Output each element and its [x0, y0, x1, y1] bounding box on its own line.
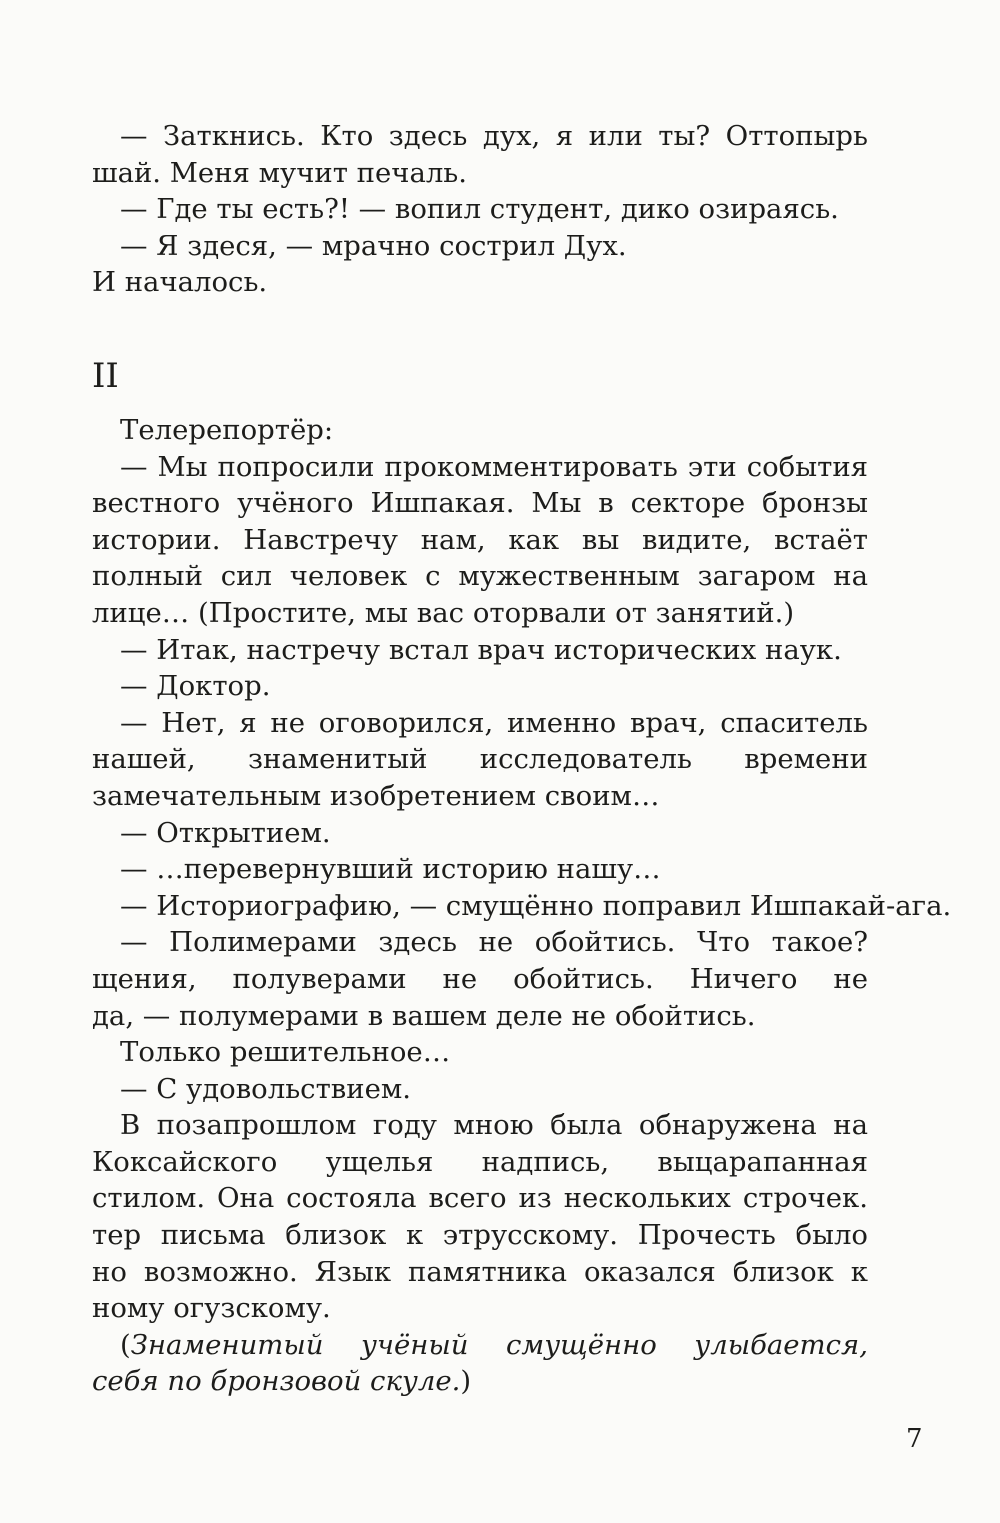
text-line: — Полимерами здесь не обойтись. Что такое? — [120, 926, 868, 959]
text-line: да, — полумерами в вашем деле не обойтись. — [92, 999, 756, 1032]
text-line: — Доктор. — [120, 670, 271, 703]
text-line: — Итак, настречу встал врач исторических наук. — [120, 633, 842, 666]
text-line: замечательным изобретением своим… — [92, 779, 660, 812]
stage-direction-text: себя по бронзовой скуле. — [92, 1365, 461, 1398]
stage-direction-text: Знаменитый учёный смущённо улыбается, — [130, 1328, 868, 1361]
text-line: — Я здеся, — мрачно сострил Дух. — [120, 229, 627, 262]
text-line: нашей, знаменитый исследователь времени — [92, 743, 868, 776]
main-text-block — [92, 412, 952, 1400]
text-line: И началось. — [92, 266, 268, 299]
text-line: — Заткнись. Кто здесь дух, я или ты? Оттопырь — [120, 120, 868, 152]
section-heading: II — [92, 356, 119, 396]
text-line: щения, полуверами не обойтись. Ничего не — [92, 962, 868, 995]
text-line: лице… (Простите, мы вас оторвали от занятий.) — [92, 596, 795, 629]
text-line: вестного учёного Ишпакая. Мы в секторе бронзы — [92, 487, 868, 520]
text-line: Коксайского ущелья надпись, выцарапанная — [92, 1145, 868, 1178]
text-line: шай. Меня мучит печаль. — [92, 156, 468, 189]
text-line: ному огузскому. — [92, 1292, 331, 1325]
text-line: — Нет, я не оговорился, именно врач, спаситель — [120, 706, 868, 739]
stage-direction-line — [92, 1327, 868, 1364]
page-number: 7 — [906, 1424, 923, 1454]
open-paren: ( — [120, 1328, 131, 1361]
close-paren: ) — [460, 1365, 472, 1398]
text-line: — Где ты есть?! — вопил студент, дико озираясь. — [120, 193, 839, 226]
text-line: — Историографию, — смущённо поправил Ишпакай-ага. — [120, 889, 952, 922]
text-line: — …перевернувший историю нашу… — [120, 853, 661, 886]
top-text-block — [92, 118, 868, 301]
text-line: — Мы попросили прокомментировать эти события — [120, 450, 868, 483]
text-line: В позапрошлом году мною была обнаружена на — [120, 1109, 868, 1142]
text-line: — С удовольствием. — [120, 1072, 412, 1105]
text-line: Только решительное… — [120, 1036, 451, 1069]
text-line: тер письма близок к этрусскому. Прочесть было — [92, 1219, 868, 1252]
stage-direction-line — [92, 1363, 868, 1400]
text-line: — Открытием. — [120, 816, 331, 849]
text-line: Телерепортёр: — [120, 414, 334, 446]
text-line: стилом. Она состояла всего из нескольких строчек. — [92, 1182, 868, 1215]
text-line: истории. Навстречу нам, как вы видите, встаёт — [92, 523, 868, 556]
text-line: полный сил человек с мужественным загаром на — [92, 560, 868, 593]
text-line: но возможно. Язык памятника оказался близок к — [92, 1255, 868, 1288]
